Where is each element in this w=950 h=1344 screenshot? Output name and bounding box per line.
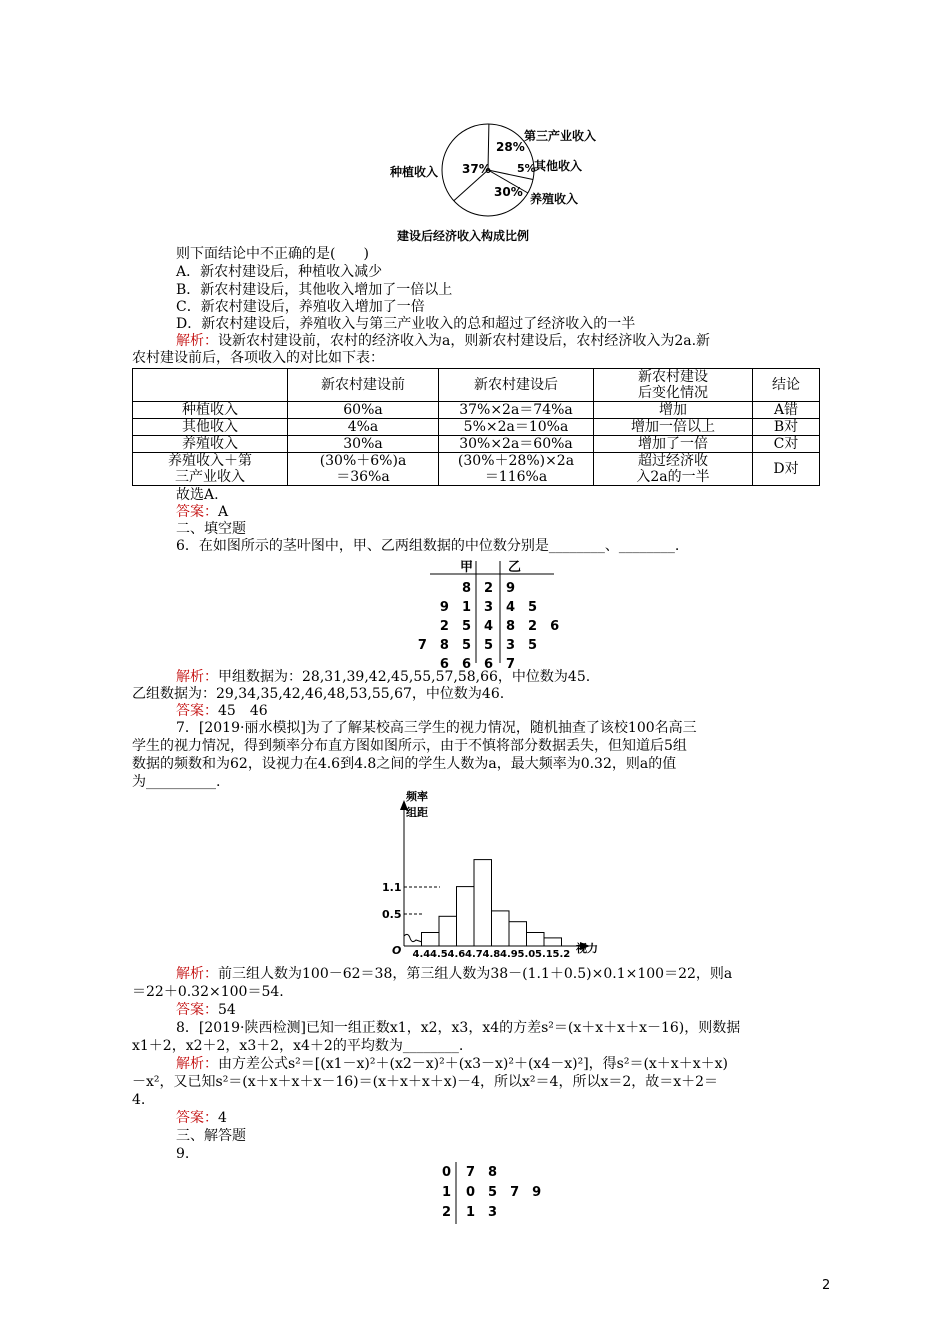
y-axis-label-2: 组距 — [406, 806, 428, 819]
q7-jiexi-line2: ＝22＋0.32×100＝54. — [132, 984, 284, 1000]
q5-jiexi-line2: 农村建设前后，各项收入的对比如下表： — [132, 350, 384, 366]
stem-leaf-plot-q9 — [436, 1160, 566, 1226]
histogram-bar-5.0-5.1 — [527, 933, 545, 947]
cell-line: ＝36%a — [336, 469, 390, 485]
x-tick-label: 4.4 — [412, 949, 431, 960]
table-cell: 增加一倍以上 — [594, 419, 753, 436]
pie-pct-yangzhi: 30% — [494, 185, 523, 199]
histogram-bar-5.1-5.2 — [544, 938, 562, 946]
q7-line1: 7．[2019·丽水模拟]为了了解某校高三学生的视力情况，随机抽查了该校100名高三 — [176, 720, 697, 736]
q5-option-b: B．新农村建设后，其他收入增加了一倍以上 — [176, 282, 453, 298]
q9-number: 9. — [176, 1146, 190, 1162]
table-row — [133, 436, 820, 453]
cell-line: 养殖收入＋第 — [168, 453, 252, 469]
table-cell: 4%a — [288, 419, 439, 436]
stem-leaf-left-leaves: 7 8 5 — [417, 638, 471, 653]
x-tick-label: 4.6 — [447, 949, 466, 960]
q5-jiexi-line1 — [176, 332, 710, 350]
cell-line: 三产业收入 — [175, 469, 245, 485]
pie-label-yangzhi: 养殖收入 — [530, 192, 579, 206]
page-number: 2 — [822, 1278, 831, 1293]
x-axis-label: 视力 — [576, 942, 598, 955]
pie-pct-disan: 28% — [496, 140, 525, 154]
pie-pct-qita: 5% — [517, 162, 536, 175]
section-heading-2: 二、填空题 — [176, 521, 246, 537]
q7-answer — [176, 1001, 236, 1019]
histogram-bar-4.9-5.0 — [509, 922, 527, 946]
histogram-bar-4.5-4.6 — [439, 916, 457, 946]
table-header-cell: 新农村建设前 — [288, 369, 439, 402]
x-tick-label: 4.8 — [482, 949, 501, 960]
table-cell: 60%a — [288, 402, 439, 419]
stem-leaf-leaves: 7 8 — [466, 1165, 498, 1180]
stem-leaf-stem: 0 — [442, 1165, 452, 1180]
stem-leaf-left-leaves: 9 1 — [439, 600, 471, 615]
answer-label: 答案： — [176, 703, 218, 719]
q5-option-d: D．新农村建设后，养殖收入与第三产业收入的总和超过了经济收入的一半 — [176, 316, 636, 332]
x-tick-label: 5.2 — [552, 949, 571, 960]
histogram-bar-4.4-4.5 — [422, 933, 440, 947]
answer-value: 4 — [218, 1110, 227, 1126]
q6-jiexi-line1 — [176, 668, 590, 686]
q6-question: 6．在如图所示的茎叶图中，甲、乙两组数据的中位数分别是________、________. — [176, 538, 680, 554]
table-cell: 5%×2a＝10%a — [439, 419, 594, 436]
stem-leaf-right-leaves: 7 — [506, 657, 516, 672]
stem-leaf-left-header: 甲 — [460, 560, 474, 575]
table-row — [133, 402, 820, 419]
axis-break-squiggle — [404, 934, 422, 942]
y-tick-0.5: 0.5 — [382, 908, 402, 921]
table-cell — [133, 453, 288, 486]
stem-leaf-left-leaves: 8 — [461, 581, 471, 596]
q5-question: 则下面结论中不正确的是( ) — [176, 246, 369, 262]
table-cell: C对 — [753, 436, 820, 453]
q8-jiexi-line1 — [176, 1055, 728, 1073]
header-line: 后变化情况 — [638, 385, 708, 401]
histogram-bar-4.7-4.8 — [474, 860, 492, 946]
table-cell: 37%×2a＝74%a — [439, 402, 594, 419]
pie-chart — [380, 120, 640, 248]
q8-jiexi-line2: －x²，又已知s²＝(x＋x＋x＋x－16)＝(x＋x＋x＋x)－4，所以x²＝4，所以x＝2，故＝x＋2＝ — [132, 1074, 719, 1090]
table-cell: 30%a — [288, 436, 439, 453]
stem-leaf-stem: 2 — [442, 1205, 452, 1220]
x-tick-label: 5.1 — [535, 949, 553, 960]
cell-line: 入2a的一半 — [636, 469, 710, 485]
x-tick-label: 4.9 — [500, 949, 518, 960]
pie-label-qita: 其他收入 — [534, 159, 583, 173]
q8-jiexi-line3: 4. — [132, 1092, 146, 1108]
table-header-cell: 新农村建设后 — [439, 369, 594, 402]
x-tick-label: 4.7 — [465, 949, 483, 960]
jiexi-text: 设新农村建设前，农村的经济收入为a，则新农村建设后，农村经济收入为2a.新 — [218, 333, 711, 349]
jiexi-text: 由方差公式s²＝[(x1－x)²＋(x2－x)²＋(x3－x)²＋(x4－x)²]，得s²＝(x＋x＋x＋x) — [218, 1056, 728, 1072]
stem-leaf-right-leaves: 9 — [506, 581, 516, 596]
histogram-bar-4.6-4.7 — [457, 887, 475, 946]
cell-line: 超过经济收 — [638, 453, 708, 469]
histogram-bar-4.8-4.9 — [492, 911, 510, 946]
stem-leaf-stem: 3 — [484, 600, 494, 615]
q7-line4: 为__________. — [132, 774, 221, 790]
table-row — [133, 453, 820, 486]
stem-leaf-right-leaves: 3 5 — [506, 638, 538, 653]
jiexi-label: 解析： — [176, 669, 218, 685]
answer-label: 答案： — [176, 504, 218, 520]
table-cell: 其他收入 — [133, 419, 288, 436]
table-cell: 30%×2a＝60%a — [439, 436, 594, 453]
cell-line: (30%＋6%)a — [319, 453, 407, 469]
table-header-cell — [594, 369, 753, 402]
q7-line2: 学生的视力情况，得到频率分布直方图如图所示，由于不慎将部分数据丢失，但知道后5组 — [132, 738, 687, 754]
y-axis-label-1: 频率 — [406, 790, 428, 803]
stem-leaf-stem: 6 — [484, 657, 494, 672]
origin-label: O — [392, 944, 402, 957]
stem-leaf-stem: 5 — [484, 638, 494, 653]
pie-label-zhongzhi: 种植收入 — [390, 165, 439, 179]
cell-line: (30%＋28%)×2a — [457, 453, 575, 469]
table-cell — [439, 453, 594, 486]
stem-leaf-left-leaves: 2 5 — [439, 619, 471, 634]
pie-pct-zhongzhi: 37% — [462, 162, 491, 176]
cell-line: ＝116%a — [484, 469, 548, 485]
table-cell — [288, 453, 439, 486]
q5-answer — [176, 503, 228, 521]
answer-label: 答案： — [176, 1002, 218, 1018]
pie-title: 建设后经济收入构成比例 — [397, 229, 530, 243]
q5-option-c: C．新农村建设后，养殖收入增加了一倍 — [176, 299, 425, 315]
stem-leaf-right-leaves: 8 2 6 — [506, 619, 560, 634]
answer-value: 45 46 — [218, 703, 268, 719]
x-tick-label: 5.0 — [517, 949, 536, 960]
q7-line3: 数据的频数和为62，设视力在4.6到4.8之间的学生人数为a，最大频率为0.32，则a的值 — [132, 756, 677, 772]
q8-line2: x1＋2，x2＋2，x3＋2，x4＋2的平均数为________. — [132, 1038, 464, 1054]
jiexi-label: 解析： — [176, 966, 218, 982]
stem-leaf-right-header: 乙 — [508, 560, 522, 575]
table-cell: 增加了一倍 — [594, 436, 753, 453]
x-tick-label: 4.5 — [430, 949, 448, 960]
table-cell: 养殖收入 — [133, 436, 288, 453]
answer-value: A — [218, 504, 229, 520]
histogram-chart — [376, 786, 616, 958]
jiexi-label: 解析： — [176, 333, 218, 349]
q7-jiexi-line1 — [176, 965, 732, 983]
stem-leaf-leaves: 1 3 — [466, 1205, 498, 1220]
stem-leaf-stem: 2 — [484, 581, 494, 596]
jiexi-label: 解析： — [176, 1056, 218, 1072]
stem-leaf-stem: 1 — [442, 1185, 452, 1200]
table-cell: A错 — [753, 402, 820, 419]
header-line: 新农村建设 — [638, 369, 708, 385]
q8-line1: 8．[2019·陕西检测]已知一组正数x1，x2，x3，x4的方差s²＝(x＋x＋x＋x－16)，则数据 — [176, 1020, 741, 1036]
section-heading-3: 三、解答题 — [176, 1128, 246, 1144]
table-header-cell: 结论 — [753, 369, 820, 402]
stem-leaf-leaves: 0 5 7 9 — [466, 1185, 542, 1200]
comparison-table — [132, 368, 820, 486]
q8-answer — [176, 1109, 227, 1127]
pie-label-disan: 第三产业收入 — [524, 129, 597, 143]
q5-conclude: 故选A. — [176, 487, 219, 503]
table-header-row — [133, 369, 820, 402]
answer-value: 54 — [218, 1002, 236, 1018]
table-cell: 增加 — [594, 402, 753, 419]
table-cell: 种植收入 — [133, 402, 288, 419]
answer-label: 答案： — [176, 1110, 218, 1126]
table-row — [133, 419, 820, 436]
table-cell: B对 — [753, 419, 820, 436]
q6-jiexi-line2: 乙组数据为：29,34,35,42,46,48,53,55,67，中位数为46. — [132, 686, 505, 702]
y-tick-1.1: 1.1 — [382, 881, 402, 894]
table-cell — [594, 453, 753, 486]
stem-leaf-stem: 4 — [484, 619, 494, 634]
jiexi-text: 甲组数据为：28,31,39,42,45,55,57,58,66，中位数为45. — [218, 669, 591, 685]
table-header-cell — [133, 369, 288, 402]
jiexi-text: 前三组人数为100－62＝38，第三组人数为38－(1.1＋0.5)×0.1×100＝22，则a — [218, 966, 733, 982]
stem-leaf-plot-q6 — [417, 555, 560, 672]
stem-leaf-right-leaves: 4 5 — [506, 600, 538, 615]
q6-answer — [176, 702, 268, 720]
stem-leaf-left-leaves: 6 6 — [439, 657, 471, 672]
q5-option-a: A．新农村建设后，种植收入减少 — [176, 264, 383, 280]
table-cell: D对 — [753, 453, 820, 486]
